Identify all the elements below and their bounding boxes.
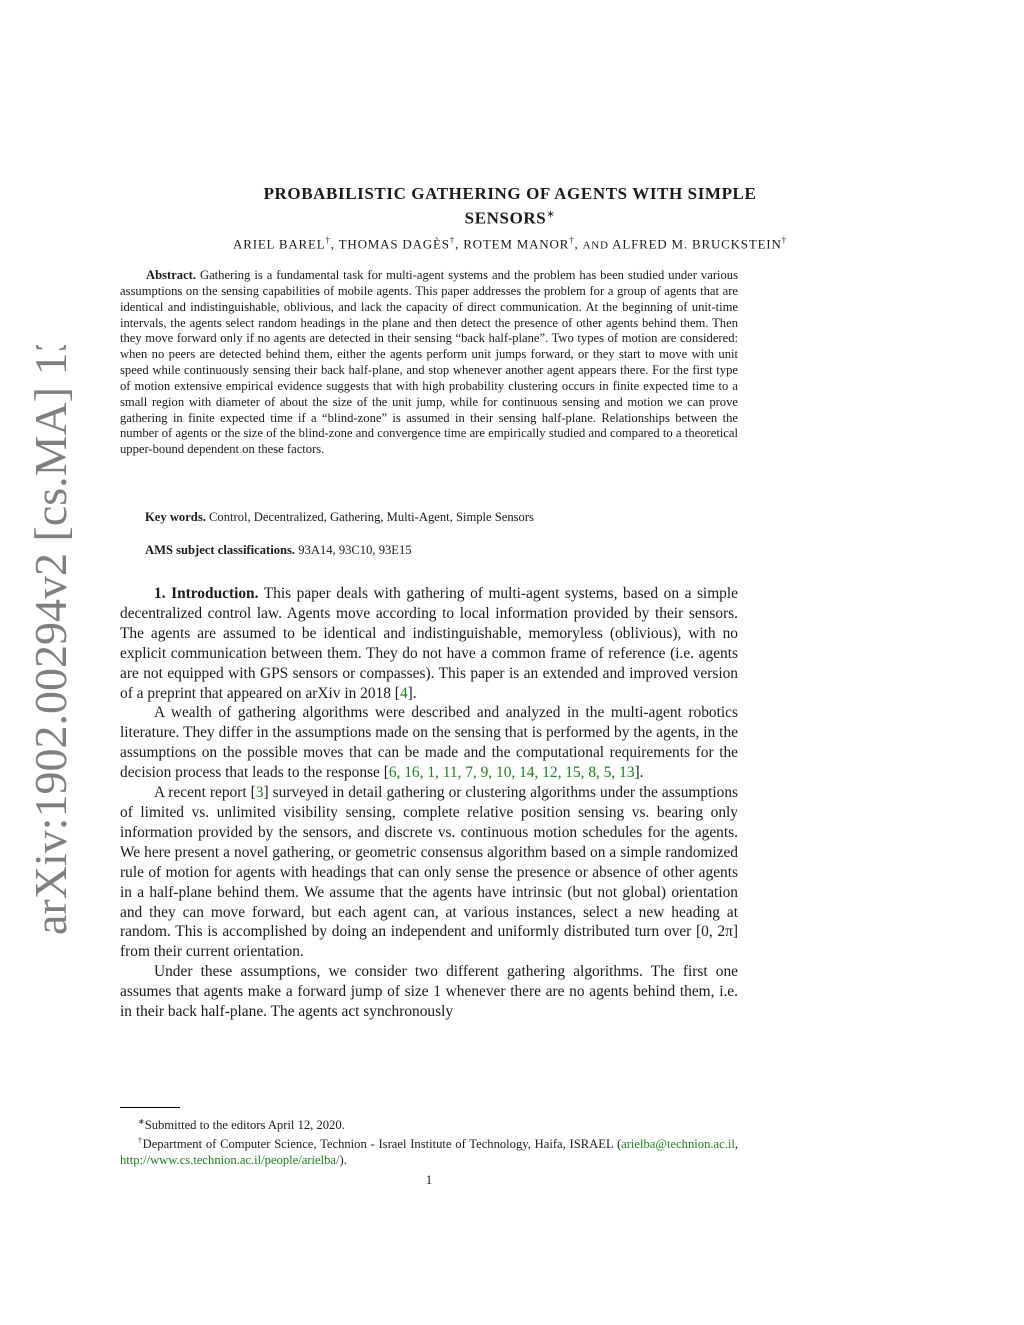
footnote-2-mark: †: [138, 1136, 143, 1146]
intro-p2-end: ].: [634, 764, 644, 782]
email-link[interactable]: arielba@technion.ac.il: [621, 1137, 735, 1152]
keywords-text: Control, Decentralized, Gathering, Multi-Agent, Simple Sensors: [209, 510, 534, 524]
introduction-section: [120, 584, 738, 1022]
homepage-link[interactable]: http://www.cs.technion.ac.il/people/arielba/: [120, 1153, 340, 1168]
intro-paragraph-2: [120, 703, 738, 783]
citation-link[interactable]: 4: [399, 684, 408, 702]
author-2: THOMAS DAGÈS: [338, 236, 450, 252]
abstract-text: Gathering is a fundamental task for multi-agent systems and the problem has been studied under various assumptions on the sensing capabilities of mobile agents. This paper addresses the problem for a group of agents that are identical and indistinguishable, oblivious, and lack the capacity of direct communication. At the beginning of unit-time intervals, the agents select random headings in the plane and then detect the presence of other agents behind them. Then they move forward only if no agents are detected in their sensing “back half-plane”. Two types of motion are considered: when no peers are detected behind them, either the agents perform unit jumps forward, or they start to move with unit speed while continuously sensing their back half-plane, and stop whenever another agent appears there. For the first type of motion extensive empirical evidence suggests that with high probability clustering occurs in finite expected time to a small region with diameter of about the size of the unit jump, while for continuous sensing and motion we can prove gathering in finite expected time if a “blind-zone” is assumed in their sensing half-plane. Relationships between the number of agents or the size of the blind-zone and convergence time are empirically studied and compared to a theoretical upper-bound dependent on these factors.: [120, 268, 739, 457]
intro-p3-start: A recent report [: [154, 784, 256, 802]
arxiv-stamp: [0, 345, 100, 945]
title-footnote-mark: ∗: [546, 209, 556, 220]
abstract: [120, 268, 738, 458]
author-2-mark: †: [449, 235, 456, 245]
ams-classification: [145, 543, 745, 558]
arxiv-stamp-svg: [0, 345, 100, 945]
intro-paragraph-1: [120, 584, 738, 703]
author-1: ARIEL BAREL: [233, 236, 326, 252]
ams-label: AMS subject classifications.: [145, 543, 296, 557]
intro-p1-end: ].: [407, 684, 417, 702]
footnote-2-sep: ,: [734, 1137, 738, 1152]
author-4-mark: †: [781, 235, 787, 245]
arxiv-stamp-text: arXiv:1902.00294v2 [cs.MA] 13 Apr 2020: [25, 345, 76, 935]
footnote-1-mark: ∗: [138, 1117, 145, 1126]
title-line-1: PROBABILISTIC GATHERING OF AGENTS WITH SIMPLE: [263, 184, 757, 203]
citation-link[interactable]: 3: [255, 784, 264, 802]
footnote-1-text: Submitted to the editors April 12, 2020.: [144, 1118, 345, 1133]
intro-p4-text: Under these assumptions, we consider two different gathering algorithms. The first one assumes that agents make a forward jump of size 1 whenever there are no agents behind them, i.e. in their back half-plane. The agents act synchronously: [120, 963, 738, 1021]
author-list: ARIEL BAREL†, THOMAS DAGÈS†, ROTEM MANOR†, AND ALFRED M. BRUCKSTEIN†: [233, 235, 787, 252]
author-3: ROTEM MANOR: [463, 236, 570, 252]
author-and: AND: [582, 239, 609, 252]
title-line-2: [120, 204, 900, 229]
title-line-2-text: SENSORS: [464, 208, 547, 228]
paper-title: [120, 183, 900, 229]
footnote-2-text: Department of Computer Science, Technion - Israel Institute of Technology, Haifa, ISRAEL (: [142, 1137, 622, 1152]
footnote-rule: [120, 1107, 180, 1108]
intro-p2-text: A wealth of gathering algorithms were described and analyzed in the multi-agent robotics literature. They differ in the assumptions made on the sensing that is performed by the agents, in the assumptions on the possible moves that can be made and the computational requirements for the decision process that leads to the response [: [120, 704, 738, 782]
author-1-mark: †: [325, 235, 331, 245]
page-number: 1: [425, 1172, 433, 1187]
intro-paragraph-3: [120, 783, 738, 962]
intro-paragraph-4: [120, 962, 738, 1022]
citation-list-link[interactable]: 6, 16, 1, 11, 7, 9, 10, 14, 12, 15, 8, 5, 13: [388, 764, 635, 782]
footnote-1: [120, 1114, 738, 1133]
footnote-2: [120, 1133, 738, 1168]
footnotes: [120, 1114, 738, 1168]
keywords-label: Key words.: [145, 510, 206, 524]
author-4: ALFRED M. BRUCKSTEIN: [612, 236, 782, 252]
keywords: [145, 510, 745, 525]
intro-p1-text: This paper deals with gathering of multi-agent systems, based on a simple decentralized control law. Agents move according to local information provided by their sensors. The agents are assumed to be identical and indistinguishable, memoryless (oblivious), with no explicit communication between them. They do not have a common frame of reference (i.e. agents are not equipped with GPS sensors or compasses). This paper is an extended and improved version of a preprint that appeared on arXiv in 2018 [: [120, 585, 738, 702]
ams-text: 93A14, 93C10, 93E15: [298, 543, 412, 557]
intro-p3-text: ] surveyed in detail gathering or clustering algorithms under the assumptions of limited vs. unlimited visibility sensing, complete relative position sensing vs. bearing only information provided by the sensors, and discrete vs. continuous motion schedules for the agents. We here present a novel gathering, or geometric consensus algorithm based on a simple randomized rule of motion for agents with headings that can only sense the presence or absence of other agents in a half-plane behind them. We assume that the agents have intrinsic (but not global) orientation and they can move forward, but each agent can, at various instances, select a new heading at random. This is accomplished by doing an independent and uniformly distributed turn over [0, 2π] from their current orientation.: [120, 784, 738, 961]
abstract-label: Abstract.: [146, 268, 197, 282]
footnote-2-end: ).: [339, 1153, 347, 1168]
section-heading: 1. Introduction.: [154, 585, 259, 602]
author-3-mark: †: [569, 235, 575, 245]
